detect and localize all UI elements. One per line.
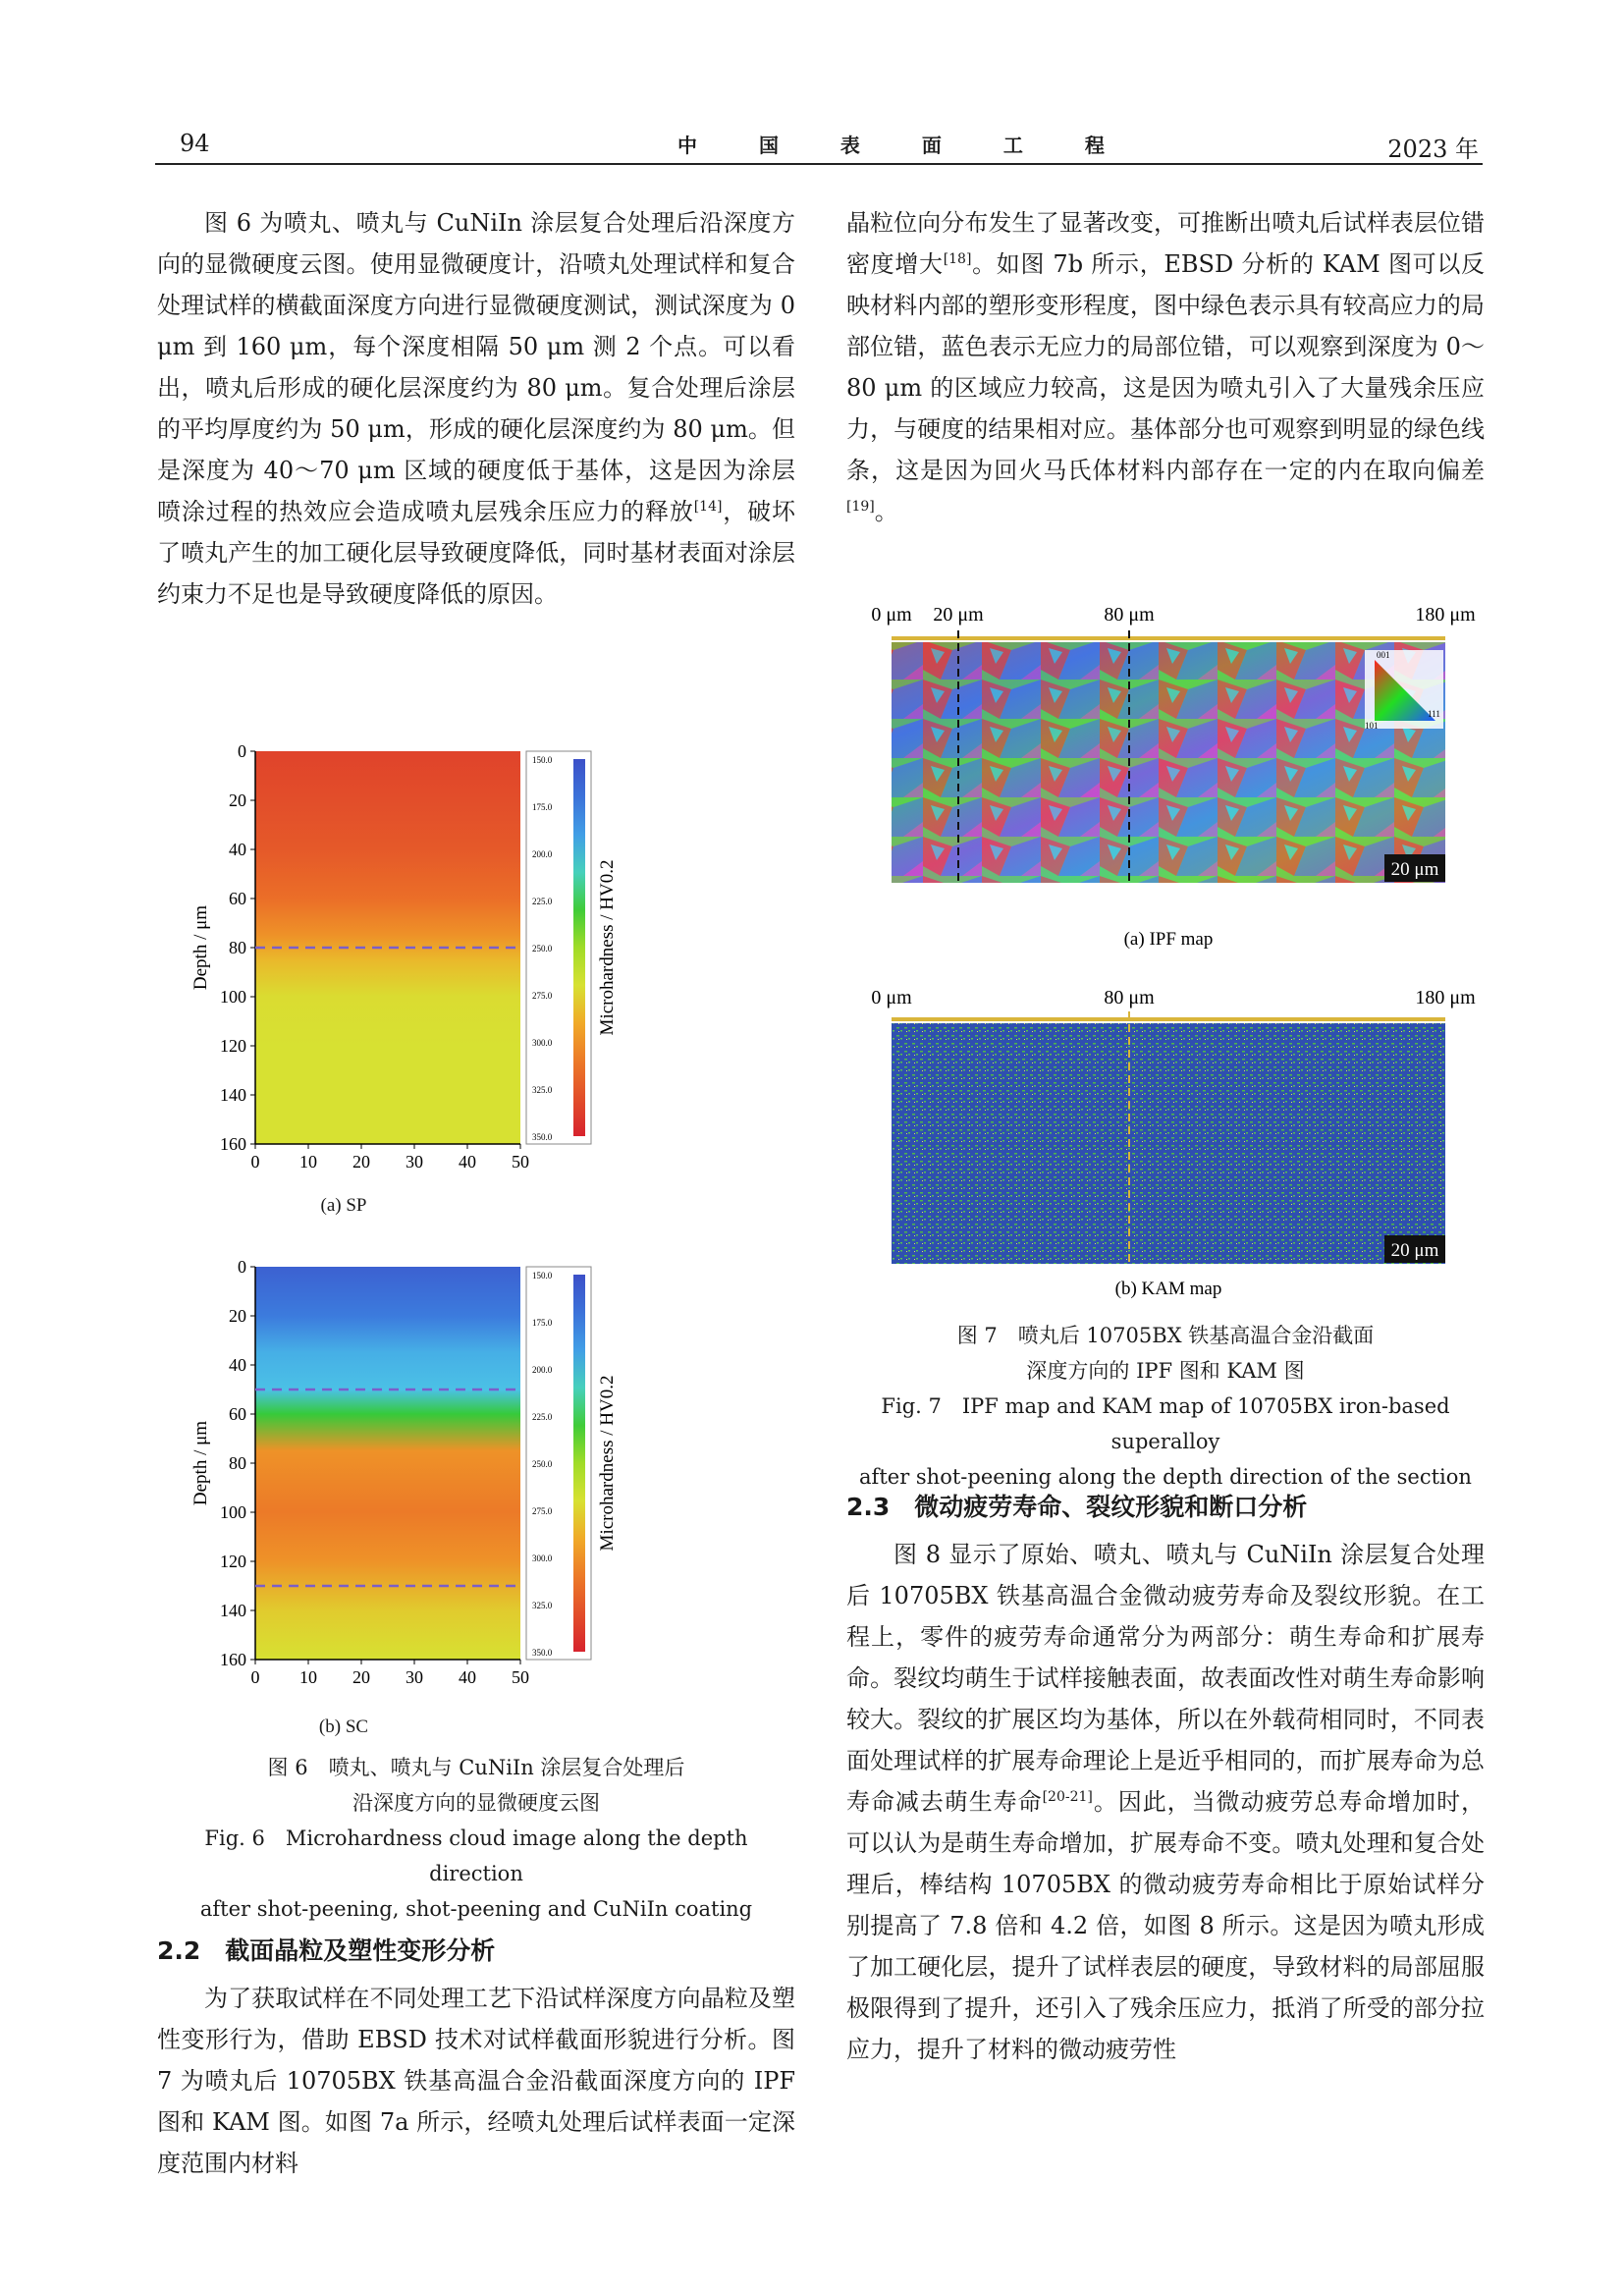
- left-column: [157, 202, 795, 615]
- section-2-2-heading: 2.2 截面晶粒及塑性变形分析: [157, 1936, 496, 1965]
- y-tick-label: 0: [238, 741, 246, 761]
- colorbar-tick-label: 300.0: [532, 1038, 553, 1048]
- ipf-tick-80: 80 μm: [1104, 604, 1155, 626]
- x-tick-label: 40: [459, 1667, 476, 1687]
- fig7-caption-en-2: after shot-peening along the depth direction of the section: [859, 1465, 1472, 1489]
- kam-scale-bar: [1384, 1235, 1445, 1263]
- y-tick-label: 160: [220, 1134, 246, 1154]
- colorbar-tick-label: 350.0: [532, 1132, 553, 1142]
- ipf-scale-bar: [1384, 854, 1445, 882]
- colorbar-tick-label: 300.0: [532, 1553, 553, 1563]
- y-tick-label: 20: [229, 790, 246, 810]
- y-tick-label: 20: [229, 1306, 246, 1326]
- y-tick-label: 40: [229, 1355, 246, 1375]
- page-header: [0, 128, 1624, 167]
- y-tick-label: 0: [238, 1257, 246, 1277]
- heatmap-sc: [177, 1247, 785, 1699]
- x-tick-label: 30: [406, 1667, 423, 1687]
- fig7-caption-cn-1: 图 7 喷丸后 10705BX 铁基高温合金沿截面: [956, 1324, 1375, 1347]
- ipf-sub-label: (a) IPF map: [1123, 929, 1214, 950]
- svg-text:20 μm: 20 μm: [1390, 859, 1439, 880]
- heatmap-sp: [177, 732, 785, 1183]
- kam-tick-0: 0 μm: [871, 987, 912, 1008]
- y-tick-label: 100: [220, 1502, 246, 1522]
- svg-text:20 μm: 20 μm: [1390, 1240, 1439, 1261]
- svg-text:101: 101: [1365, 721, 1379, 731]
- colorbar-tick-label: 325.0: [532, 1085, 553, 1095]
- section-2-3-heading: 2.3 微动疲劳寿命、裂纹形貌和断口分析: [846, 1493, 1308, 1521]
- y-tick-label: 60: [229, 889, 246, 908]
- right-column-bottom: [846, 1481, 1485, 2070]
- colorbar: [573, 759, 585, 1136]
- x-tick-label: 0: [250, 1152, 260, 1172]
- kam-sub-label: (b) KAM map: [1114, 1279, 1222, 1299]
- y-tick-label: 120: [220, 1036, 246, 1056]
- colorbar-tick-label: 275.0: [532, 1506, 553, 1516]
- y-tick-label: 40: [229, 840, 246, 859]
- fig6-caption-en-2: after shot-peening, shot-peening and CuNiIn coating: [199, 1897, 753, 1921]
- ipf-tick-20: 20 μm: [933, 604, 984, 626]
- x-tick-label: 10: [299, 1152, 317, 1172]
- figure-7-caption: [846, 1318, 1485, 1495]
- y-tick-label: 120: [220, 1552, 246, 1571]
- figure-6a: [177, 732, 785, 1216]
- right-column: [846, 202, 1485, 532]
- colorbar: [573, 1275, 585, 1652]
- y-tick-label: 140: [220, 1601, 246, 1620]
- y-axis-label: Depth / μm: [190, 1420, 211, 1506]
- ipf-tick-0: 0 μm: [871, 604, 912, 626]
- right-paragraph-1: 晶粒位向分布发生了显著改变，可推断出喷丸后试样表层位错密度增大[18]。如图 7b 所示，EBSD 分析的 KAM 图可以反映材料内部的塑形变形程度，图中绿色表示具有较高应力的局部位错，蓝色表示无应力的局部位错，可以观察到深度为 0～80 μm 的区域应力较高，这是因为喷丸引入了大量残余压应力，与硬度的结果相对应。基体部分也可观察到明显的绿色线条，这是因为回火马氏体材料内部存在一定的内在取向偏差[19]。: [846, 209, 1485, 525]
- colorbar-tick-label: 150.0: [532, 755, 553, 765]
- figure-6b-label: (b) SC: [318, 1717, 369, 1737]
- left-column-bottom: [157, 1925, 795, 2184]
- colorbar-tick-label: 225.0: [532, 897, 553, 906]
- kam-map-image: [892, 1023, 1445, 1264]
- ipf-color-legend: [1365, 650, 1443, 731]
- colorbar-tick-label: 275.0: [532, 991, 553, 1001]
- colorbar-tick-label: 350.0: [532, 1648, 553, 1658]
- left-paragraph-2: 为了获取试样在不同处理工艺下沿试样深度方向晶粒及塑性变形行为，借助 EBSD 技术对试样截面形貌进行分析。图 7 为喷丸后 10705BX 铁基高温合金沿截面深度方向的 IPF 图和 KAM 图。如图 7a 所示，经喷丸处理后试样表面一定深度范围内材料: [157, 1985, 795, 2177]
- right-paragraph-2: 图 8 显示了原始、喷丸、喷丸与 CuNiIn 涂层复合处理后 10705BX 铁基高温合金微动疲劳寿命及裂纹形貌。在工程上，零件的疲劳寿命通常分为两部分：萌生寿命和扩展寿命。裂纹均萌生于试样接触表面，故表面改性对萌生寿命影响较大。裂纹的扩展区均为基体，所以在外载荷相同时，不同表面处理试样的扩展寿命理论上是近乎相同的，而扩展寿命为总寿命减去萌生寿命[20-21]。因此，当微动疲劳总寿命增加时，可以认为是萌生寿命增加，扩展寿命不变。喷丸处理和复合处理后，棒结构 10705BX 的微动疲劳寿命相比于原始试样分别提高了 7.8 倍和 4.2 倍，如图 8 所示。这是因为喷丸形成了加工硬化层，提升了试样表层的硬度，导致材料的局部屈服极限得到了提升，还引入了残余压应力，抵消了所受的部分拉应力，提升了材料的微动疲劳性: [846, 1541, 1486, 2063]
- page-number: 94: [180, 130, 210, 157]
- y-tick-label: 60: [229, 1404, 246, 1424]
- issue-year: 2023 年: [1387, 136, 1479, 163]
- x-tick-label: 50: [512, 1667, 529, 1687]
- colorbar-tick-label: 250.0: [532, 944, 553, 954]
- colorbar-label: Microhardness / HV0.2: [597, 859, 618, 1036]
- figure-6-caption: [157, 1750, 795, 1927]
- colorbar-tick-label: 150.0: [532, 1271, 553, 1281]
- fig7-caption-en-1: Fig. 7 IPF map and KAM map of 10705BX iron-based superalloy: [881, 1394, 1450, 1453]
- svg-text:111: 111: [1428, 709, 1440, 719]
- colorbar-tick-label: 200.0: [532, 1365, 553, 1375]
- figure-7: [864, 601, 1492, 1308]
- colorbar-tick-label: 200.0: [532, 849, 553, 859]
- heatmap-field: [255, 1267, 520, 1660]
- fig7-caption-cn-2: 深度方向的 IPF 图和 KAM 图: [1026, 1359, 1305, 1383]
- colorbar-tick-label: 175.0: [532, 802, 553, 812]
- colorbar-tick-label: 225.0: [532, 1412, 553, 1422]
- x-tick-label: 20: [352, 1667, 370, 1687]
- y-tick-label: 80: [229, 1453, 246, 1473]
- y-tick-label: 80: [229, 938, 246, 957]
- svg-text:001: 001: [1377, 650, 1390, 660]
- left-paragraph-1: 图 6 为喷丸、喷丸与 CuNiIn 涂层复合处理后沿深度方向的显微硬度云图。使用显微硬度计，沿喷丸处理试样和复合处理试样的横截面深度方向进行显微硬度测试，测试深度为 0 μm 到 160 μm，每个深度相隔 50 μm 测 2 个点。可以看出，喷丸后形成的硬化层深度约为 80 μm。复合处理后涂层的平均厚度约为 50 μm，形成的硬化层深度约为 80 μm。但是深度为 40～70 μm 区域的硬度低于基体，这是因为涂层喷涂过程的热效应会造成喷丸层残余压应力的释放[14]，破坏了喷丸产生的加工硬化层导致硬度降低，同时基材表面对涂层约束力不足也是导致硬度降低的原因。: [157, 209, 796, 608]
- fig6-caption-cn-1: 图 6 喷丸、喷丸与 CuNiIn 涂层复合处理后: [267, 1756, 685, 1779]
- fig6-caption-cn-2: 沿深度方向的显微硬度云图: [352, 1791, 600, 1815]
- x-tick-label: 50: [512, 1152, 529, 1172]
- colorbar-tick-label: 325.0: [532, 1601, 553, 1610]
- y-tick-label: 160: [220, 1650, 246, 1669]
- colorbar-tick-label: 250.0: [532, 1459, 553, 1469]
- figure-6b: [177, 1247, 785, 1737]
- y-tick-label: 100: [220, 987, 246, 1007]
- x-tick-label: 40: [459, 1152, 476, 1172]
- journal-title: 中 国 表 面 工 程: [677, 134, 1132, 157]
- kam-tick-180: 180 μm: [1415, 987, 1476, 1008]
- x-tick-label: 0: [250, 1667, 260, 1687]
- colorbar-label: Microhardness / HV0.2: [597, 1375, 618, 1552]
- x-tick-label: 30: [406, 1152, 423, 1172]
- kam-tick-80: 80 μm: [1104, 987, 1155, 1008]
- header-rule: [155, 163, 1483, 165]
- colorbar-tick-label: 175.0: [532, 1318, 553, 1328]
- figure-7-maps: [864, 601, 1492, 1308]
- figure-6a-label: (a) SP: [320, 1195, 367, 1216]
- x-tick-label: 10: [299, 1667, 317, 1687]
- x-tick-label: 20: [352, 1152, 370, 1172]
- fig6-caption-en-1: Fig. 6 Microhardness cloud image along the depth direction: [204, 1826, 748, 1885]
- ipf-tick-180: 180 μm: [1415, 604, 1476, 626]
- y-tick-label: 140: [220, 1085, 246, 1105]
- y-axis-label: Depth / μm: [190, 904, 211, 991]
